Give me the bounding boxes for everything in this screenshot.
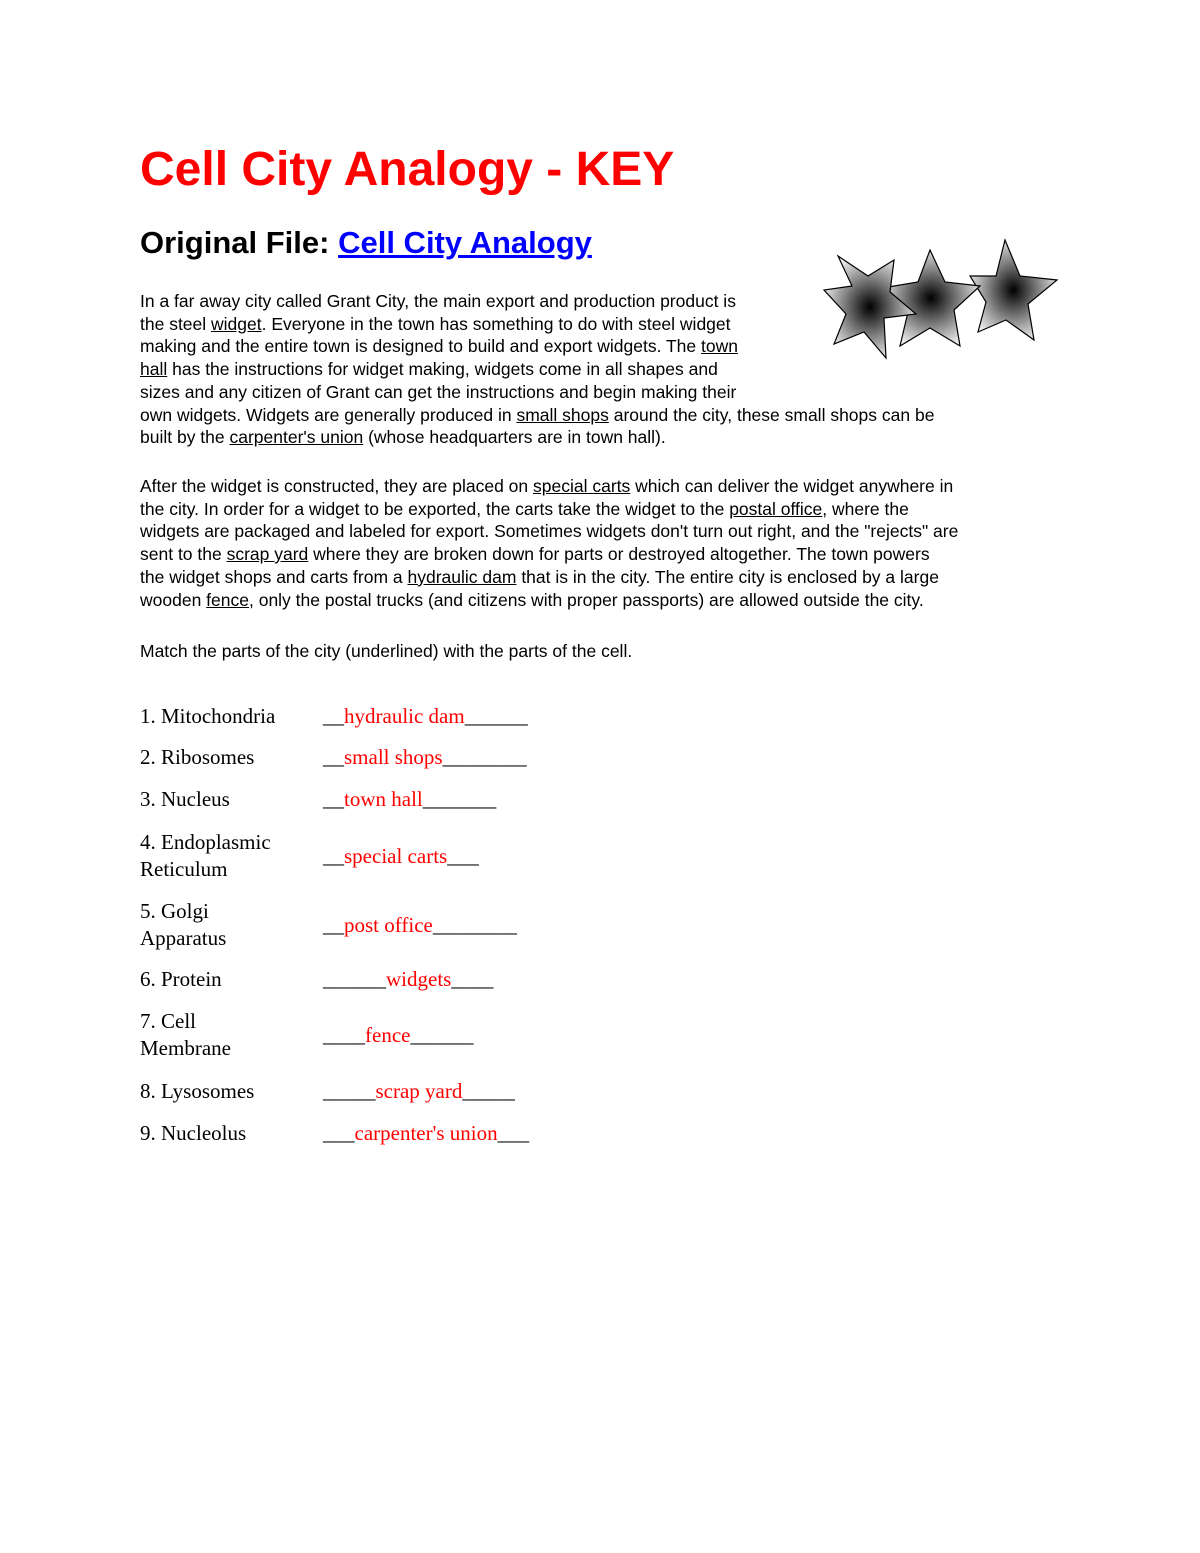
- underlined-city-part: postal office: [729, 498, 823, 519]
- text-line: [140, 543, 1065, 566]
- instruction-text: Match the parts of the city (underlined) with the parts of the cell.: [140, 641, 633, 661]
- text-line: [140, 520, 1065, 543]
- blank-line: ____: [323, 1022, 365, 1047]
- match-list: [140, 696, 600, 1154]
- blank-line: ________: [432, 912, 517, 937]
- underlined-city-part: special carts: [533, 476, 631, 496]
- cell-part-term: [140, 966, 323, 993]
- term-line: Apparatus: [140, 926, 227, 950]
- answer-text: town hall: [344, 787, 423, 811]
- text-line: [140, 290, 1065, 313]
- match-row: [140, 891, 600, 959]
- answer-text: scrap yard: [375, 1078, 463, 1103]
- text-line: [140, 566, 1065, 589]
- text-segment: the city. In order for a widget to be exported, the carts take the widget to the: [140, 498, 730, 519]
- text-segment: . Everyone in the town has something to do with steel widget: [261, 313, 731, 334]
- underlined-city-part: town: [701, 336, 738, 357]
- term-line: 5. Golgi: [140, 899, 209, 923]
- answer-blank: [323, 744, 527, 771]
- underlined-city-part: carpenter's union: [229, 427, 364, 448]
- underlined-city-part: hall: [140, 359, 168, 380]
- text-segment: sent to the: [140, 544, 227, 565]
- page-title: Cell City Analogy - KEY: [140, 143, 675, 196]
- blank-line: _____: [462, 1078, 515, 1103]
- answer-text: fence: [365, 1022, 411, 1047]
- text-line: [140, 426, 1065, 449]
- text-line: [140, 381, 1065, 404]
- cell-part-term: [140, 703, 323, 730]
- blank-line: ______: [464, 704, 528, 728]
- cell-part-term: [140, 744, 323, 771]
- story-paragraph-1: [140, 290, 1065, 449]
- cell-part-term: [140, 1120, 323, 1147]
- blank-line: ______: [323, 967, 386, 991]
- blank-line: _______: [422, 787, 497, 811]
- answer-blank: [323, 1078, 515, 1105]
- text-segment: has the instructions for widget making, widgets come in all shapes and: [167, 359, 718, 380]
- text-segment: , where the: [822, 498, 909, 519]
- match-row: [140, 821, 600, 891]
- answer-text: hydraulic dam: [344, 704, 465, 728]
- match-row: [140, 1070, 600, 1112]
- answer-blank: [323, 786, 496, 813]
- answer-blank: [323, 912, 517, 939]
- text-segment: sizes and any citizen of Grant can get the instructions and begin making their: [140, 381, 737, 402]
- match-row: [140, 696, 600, 737]
- text-segment: own widgets. Widgets are generally produced in: [140, 404, 517, 425]
- term-line: 7. Cell: [140, 1009, 196, 1033]
- underlined-city-part: fence: [206, 589, 249, 610]
- text-line: [140, 475, 1065, 498]
- term-line: 6. Protein: [140, 967, 222, 991]
- answer-text: post office: [344, 912, 433, 937]
- match-row: [140, 1000, 600, 1070]
- original-file-label: Original File:: [140, 225, 339, 260]
- text-line: [140, 498, 1065, 521]
- answer-text: carpenter's union: [354, 1120, 498, 1145]
- blank-line: __: [323, 843, 344, 868]
- cell-part-term: [140, 1008, 323, 1062]
- story-paragraph-2: [140, 475, 1065, 611]
- text-segment: wooden: [140, 589, 207, 610]
- text-line: [140, 313, 1065, 336]
- term-line: 4. Endoplasmic: [140, 830, 271, 854]
- text-line: [140, 335, 1065, 358]
- text-segment: the steel: [140, 313, 212, 334]
- original-file-heading: [140, 222, 592, 264]
- answer-text: widgets: [386, 967, 452, 991]
- text-segment: around the city, these small shops can be: [608, 404, 935, 425]
- answer-blank: [323, 966, 493, 993]
- blank-line: ___: [497, 1120, 530, 1145]
- text-segment: , only the postal trucks (and citizens with proper passports) are allowed outside the city.: [248, 589, 924, 610]
- text-line: [140, 589, 1065, 612]
- cell-part-term: [140, 829, 323, 883]
- answer-text: special carts: [344, 843, 448, 868]
- text-segment: (whose headquarters are in town hall).: [363, 427, 666, 448]
- blank-line: __: [323, 912, 344, 937]
- answer-blank: [323, 1120, 529, 1147]
- text-segment: where they are broken down for parts or destroyed altogether. The town powers: [308, 544, 930, 565]
- blank-line: ___: [323, 1120, 355, 1145]
- match-row: [140, 959, 600, 1000]
- text-segment: that is in the city. The entire city is enclosed by a large: [516, 566, 939, 587]
- cell-part-term: [140, 786, 323, 813]
- blank-line: __: [323, 745, 344, 769]
- text-segment: widgets are packaged and labeled for export. Sometimes widgets don't turn out right, and the "rejects" are: [140, 521, 959, 542]
- underlined-city-part: hydraulic dam: [407, 566, 517, 587]
- text-segment: In a far away city called Grant City, the main export and production product is: [140, 291, 736, 311]
- match-row: [140, 737, 600, 778]
- text-segment: which can deliver the widget anywhere in: [630, 476, 954, 496]
- blank-line: __: [323, 704, 344, 728]
- term-line: Membrane: [140, 1036, 231, 1060]
- blank-line: ________: [442, 745, 527, 769]
- blank-line: _____: [323, 1078, 376, 1103]
- text-segment: After the widget is constructed, they are placed on: [140, 476, 533, 496]
- text-line: [140, 404, 1065, 427]
- match-row: [140, 778, 600, 821]
- match-row: [140, 1112, 600, 1154]
- text-segment: the widget shops and carts from a: [140, 566, 408, 587]
- answer-blank: [323, 703, 528, 730]
- term-line: Reticulum: [140, 857, 228, 881]
- text-line: [140, 358, 1065, 381]
- cell-part-term: [140, 898, 323, 952]
- term-line: 9. Nucleolus: [140, 1120, 247, 1145]
- blank-line: ____: [451, 967, 494, 991]
- answer-blank: [323, 1022, 473, 1049]
- underlined-city-part: small shops: [516, 404, 609, 425]
- text-segment: built by the: [140, 427, 230, 448]
- blank-line: ___: [447, 843, 479, 868]
- answer-blank: [323, 843, 479, 870]
- original-file-link[interactable]: Cell City Analogy: [338, 225, 592, 260]
- term-line: 1. Mitochondria: [140, 704, 276, 728]
- underlined-city-part: widget: [211, 313, 262, 334]
- text-segment: making and the entire town is designed to build and export widgets. The: [140, 336, 701, 357]
- underlined-city-part: scrap yard: [226, 544, 309, 565]
- term-line: 2. Ribosomes: [140, 745, 255, 769]
- answer-text: small shops: [344, 745, 443, 769]
- term-line: 8. Lysosomes: [140, 1078, 255, 1103]
- blank-line: __: [323, 787, 344, 811]
- term-line: 3. Nucleus: [140, 787, 230, 811]
- blank-line: ______: [410, 1022, 474, 1047]
- cell-part-term: [140, 1078, 323, 1105]
